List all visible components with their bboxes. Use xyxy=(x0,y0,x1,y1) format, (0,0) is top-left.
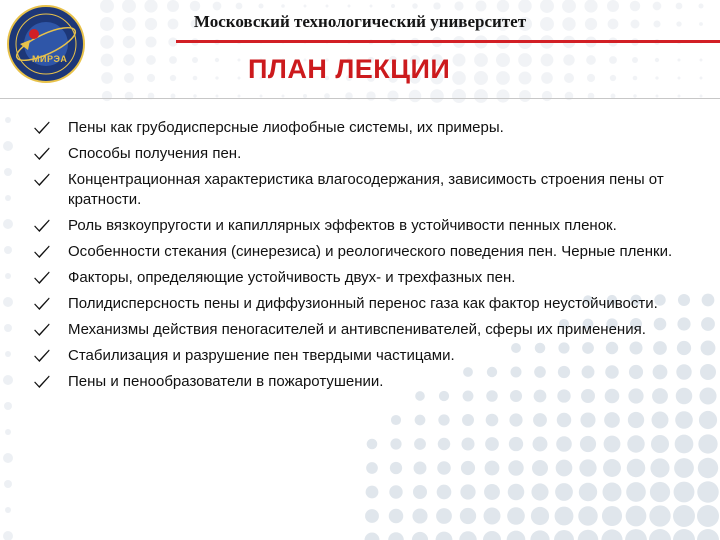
decorative-dot xyxy=(5,195,11,201)
decorative-dot xyxy=(555,507,574,526)
decorative-dot xyxy=(438,438,450,450)
decorative-dot xyxy=(578,506,597,525)
decorative-dot xyxy=(625,529,647,540)
decorative-dot xyxy=(366,462,378,474)
decorative-dot xyxy=(626,506,647,527)
decorative-dot xyxy=(366,91,375,100)
decorative-dot xyxy=(509,437,523,451)
decorative-dot xyxy=(461,461,475,475)
decorative-dot xyxy=(627,435,644,452)
decorative-dot xyxy=(281,4,285,8)
decorative-dot xyxy=(602,506,622,526)
decorative-dot xyxy=(236,3,243,10)
decorative-dot xyxy=(652,412,669,429)
decorative-dot xyxy=(530,530,549,540)
decorative-dot xyxy=(430,89,444,103)
checkmark-icon xyxy=(32,346,52,366)
decorative-dot xyxy=(474,53,488,67)
list-item xyxy=(32,320,692,340)
checkmark-icon xyxy=(32,320,52,340)
decorative-dot xyxy=(460,484,475,499)
decorative-dot xyxy=(437,461,451,475)
decorative-dot xyxy=(542,91,552,101)
decorative-dot xyxy=(391,415,401,425)
decorative-dot xyxy=(532,460,548,476)
decorative-dot xyxy=(697,481,718,502)
decorative-dot xyxy=(701,341,716,356)
decorative-dot xyxy=(602,482,621,501)
decorative-dot xyxy=(699,387,716,404)
decorative-dot xyxy=(169,56,177,64)
list-item-text: Роль вязкоупругости и капиллярных эффектов в устойчивости пенных пленок. xyxy=(68,217,617,234)
decorative-dot xyxy=(483,531,501,540)
decorative-dot xyxy=(474,89,488,103)
checkmark-icon xyxy=(32,268,52,288)
decorative-dot xyxy=(459,531,476,540)
decorative-dot xyxy=(519,72,532,85)
decorative-dot xyxy=(215,58,219,62)
list-item xyxy=(32,242,692,262)
decorative-dot xyxy=(496,71,510,85)
decorative-dot xyxy=(630,1,640,11)
decorative-dot xyxy=(413,485,427,499)
decorative-dot xyxy=(366,486,379,499)
decorative-dot xyxy=(699,411,717,429)
decorative-dot xyxy=(556,436,572,452)
decorative-dot xyxy=(3,531,13,540)
checkmark-icon xyxy=(32,242,52,262)
decorative-dot xyxy=(587,74,595,82)
decorative-dot xyxy=(601,529,622,540)
decorative-dot xyxy=(390,462,402,474)
decorative-dot xyxy=(702,294,715,307)
decorative-dot xyxy=(649,529,671,540)
decorative-dot xyxy=(584,0,597,13)
decorative-dot xyxy=(437,485,452,500)
decorative-dot xyxy=(655,76,658,79)
decorative-dot xyxy=(655,58,659,62)
decorative-dot xyxy=(579,459,596,476)
decorative-dot xyxy=(507,531,526,540)
decorative-dot xyxy=(122,0,136,13)
checkmark-icon xyxy=(32,294,52,314)
decorative-dot xyxy=(698,3,703,8)
decorative-dot xyxy=(391,4,395,8)
decorative-dot xyxy=(627,459,646,478)
decorative-dot xyxy=(4,480,12,488)
decorative-dot xyxy=(564,73,574,83)
decorative-dot xyxy=(193,76,198,81)
decorative-dot xyxy=(5,507,11,513)
list-item-text: Полидисперсность пены и диффузионный перенос газа как фактор неустойчивости. xyxy=(68,295,658,312)
list-item xyxy=(32,372,692,392)
decorative-dot xyxy=(486,414,499,427)
decorative-dot xyxy=(557,413,571,427)
decorative-dot xyxy=(436,508,452,524)
decorative-dot xyxy=(5,351,11,357)
decorative-dot xyxy=(533,437,548,452)
decorative-dot xyxy=(370,5,373,8)
decorative-dot xyxy=(626,482,646,502)
decorative-dot xyxy=(452,89,466,103)
decorative-dot xyxy=(412,532,428,540)
decorative-dot xyxy=(476,1,487,12)
decorative-dot xyxy=(454,1,463,10)
decorative-dot xyxy=(496,89,509,102)
decorative-dot xyxy=(167,0,179,12)
decorative-dot xyxy=(3,141,13,151)
decorative-dot xyxy=(603,459,621,477)
decorative-dot xyxy=(697,529,719,540)
list-item xyxy=(32,294,692,314)
decorative-dot xyxy=(123,36,136,49)
decorative-dot xyxy=(562,0,576,13)
decorative-dot xyxy=(700,364,716,380)
decorative-dot xyxy=(508,460,523,475)
decorative-dot xyxy=(675,435,694,454)
list-item-text: Факторы, определяющие устойчивость двух- и трехфазных пен. xyxy=(68,269,516,286)
decorative-dot xyxy=(677,58,680,61)
decorative-dot xyxy=(555,483,573,501)
decorative-dot xyxy=(213,2,222,11)
decorative-dot xyxy=(650,482,670,502)
decorative-dot xyxy=(519,90,531,102)
decorative-dot xyxy=(580,412,595,427)
decorative-dot xyxy=(508,484,525,501)
list-item-text: Пены и пенообразователи в пожаротушении. xyxy=(68,373,384,390)
decorative-dot xyxy=(215,76,218,79)
decorative-dot xyxy=(674,482,695,503)
decorative-dot xyxy=(3,297,13,307)
decorative-dot xyxy=(632,57,638,63)
decorative-dot xyxy=(4,402,12,410)
decorative-dot xyxy=(100,35,114,49)
decorative-dot xyxy=(389,509,403,523)
decorative-dot xyxy=(367,439,378,450)
decorative-dot xyxy=(3,219,13,229)
decorative-dot xyxy=(123,54,134,65)
decorative-dot xyxy=(415,415,426,426)
decorative-dot xyxy=(650,458,669,477)
list-item-text: Концентрационная характеристика влагосодержания, зависимость строения пены от кратности. xyxy=(68,171,664,208)
slide-title: ПЛАН ЛЕКЦИИ xyxy=(248,54,451,84)
decorative-dot xyxy=(5,273,11,279)
list-item xyxy=(32,268,692,288)
decorative-dot xyxy=(348,5,351,8)
decorative-dot xyxy=(237,58,240,61)
decorative-dot xyxy=(365,533,380,540)
decorative-dot xyxy=(101,54,114,67)
university-name: Московский технологический университет xyxy=(193,12,527,31)
decorative-dot xyxy=(190,1,200,11)
list-item-text: Механизмы действия пеногасителей и антивспенивателей, сферы их применения. xyxy=(68,321,646,338)
decorative-dot xyxy=(633,76,638,81)
decorative-dot xyxy=(144,0,157,13)
decorative-dot xyxy=(5,429,11,435)
decorative-dot xyxy=(507,507,525,525)
decorative-dot xyxy=(607,0,619,12)
lecture-plan-list xyxy=(32,118,692,398)
decorative-dot xyxy=(258,3,263,8)
decorative-dot xyxy=(124,73,134,83)
decorative-dot xyxy=(518,53,532,67)
decorative-dot xyxy=(579,483,597,501)
decorative-dot xyxy=(145,36,156,47)
decorative-dot xyxy=(676,3,683,10)
decorative-dot xyxy=(462,414,474,426)
checkmark-icon xyxy=(32,170,52,190)
decorative-dot xyxy=(485,437,499,451)
decorative-dot xyxy=(698,458,718,478)
decorative-dot xyxy=(698,434,717,453)
decorative-dot xyxy=(326,5,329,8)
decorative-dot xyxy=(604,412,620,428)
decorative-dot xyxy=(388,532,404,540)
decorative-dot xyxy=(101,72,113,84)
decorative-dot xyxy=(4,168,12,176)
decorative-dot xyxy=(452,71,466,85)
list-item-text: Стабилизация и разрушение пен твердыми частицами. xyxy=(68,347,455,364)
decorative-dot xyxy=(518,0,531,13)
decorative-dot xyxy=(541,72,553,84)
decorative-dot xyxy=(436,532,453,540)
decorative-dot xyxy=(674,458,694,478)
decorative-dot xyxy=(474,71,488,85)
decorative-dot xyxy=(102,91,112,101)
decorative-dot xyxy=(701,317,715,331)
header-accent-line xyxy=(176,40,720,43)
decorative-dot xyxy=(146,55,156,65)
decorative-dot xyxy=(238,77,241,80)
decorative-dot xyxy=(390,438,401,449)
decorative-dot xyxy=(509,413,522,426)
decorative-dot xyxy=(541,54,554,67)
checkmark-icon xyxy=(32,372,52,392)
decorative-dot xyxy=(580,436,596,452)
decorative-dot xyxy=(609,56,617,64)
decorative-dot xyxy=(554,530,574,540)
decorative-dot xyxy=(556,460,573,477)
decorative-dot xyxy=(496,53,510,67)
decorative-dot xyxy=(461,437,474,450)
decorative-dot xyxy=(649,505,670,526)
decorative-dot xyxy=(628,412,644,428)
decorative-dot xyxy=(4,324,12,332)
decorative-dot xyxy=(675,411,693,429)
header-divider xyxy=(0,98,720,99)
decorative-dot xyxy=(484,484,500,500)
decorative-dot xyxy=(563,54,574,65)
decorative-dot xyxy=(700,77,703,80)
list-item xyxy=(32,216,692,236)
decorative-dot xyxy=(485,461,500,476)
list-item-text: Способы получения пен. xyxy=(68,145,242,162)
decorative-dot xyxy=(3,375,13,385)
decorative-dot xyxy=(651,435,669,453)
decorative-dot xyxy=(438,414,449,425)
decorative-dot xyxy=(147,74,155,82)
decorative-dot xyxy=(365,509,379,523)
list-item xyxy=(32,346,692,366)
decorative-dot xyxy=(578,530,599,540)
decorative-dot xyxy=(5,117,11,123)
decorative-dot xyxy=(604,436,621,453)
decorative-dot xyxy=(460,508,476,524)
decorative-dot xyxy=(170,75,176,81)
decorative-dot xyxy=(484,508,501,525)
logo-text: МИРЭА xyxy=(32,54,68,64)
list-item xyxy=(32,144,692,164)
decorative-dot xyxy=(586,55,596,65)
decorative-dot xyxy=(414,462,427,475)
decorative-dot xyxy=(497,0,509,12)
decorative-dot xyxy=(4,246,12,254)
decorative-dot xyxy=(304,5,307,8)
decorative-dot xyxy=(409,90,422,103)
decorative-dot xyxy=(697,505,719,527)
decorative-dot xyxy=(387,90,398,101)
decorative-dot xyxy=(531,507,549,525)
decorative-dot xyxy=(610,75,616,81)
checkmark-icon xyxy=(32,144,52,164)
list-item xyxy=(32,170,692,210)
decorative-dot xyxy=(414,438,426,450)
checkmark-icon xyxy=(32,118,52,138)
decorative-dot xyxy=(673,529,695,540)
decorative-dot xyxy=(653,2,662,11)
decorative-dot xyxy=(533,413,547,427)
decorative-dot xyxy=(700,59,703,62)
decorative-dot xyxy=(673,505,695,527)
decorative-dot xyxy=(433,2,440,9)
decorative-dot xyxy=(412,3,418,9)
decorative-dot xyxy=(678,77,681,80)
decorative-dot xyxy=(412,508,427,523)
list-item-text: Особенности стекания (синерезиса) и реологического поведения пен. Черные пленки. xyxy=(68,243,673,260)
decorative-dot xyxy=(389,485,402,498)
decorative-dot xyxy=(3,453,13,463)
decorative-dot xyxy=(531,483,548,500)
list-item xyxy=(32,118,692,138)
list-item-text: Пены как грубодисперсные лиофобные системы, их примеры. xyxy=(68,119,504,136)
decorative-dot xyxy=(192,57,198,63)
decorative-dot xyxy=(453,54,466,67)
checkmark-icon xyxy=(32,216,52,236)
